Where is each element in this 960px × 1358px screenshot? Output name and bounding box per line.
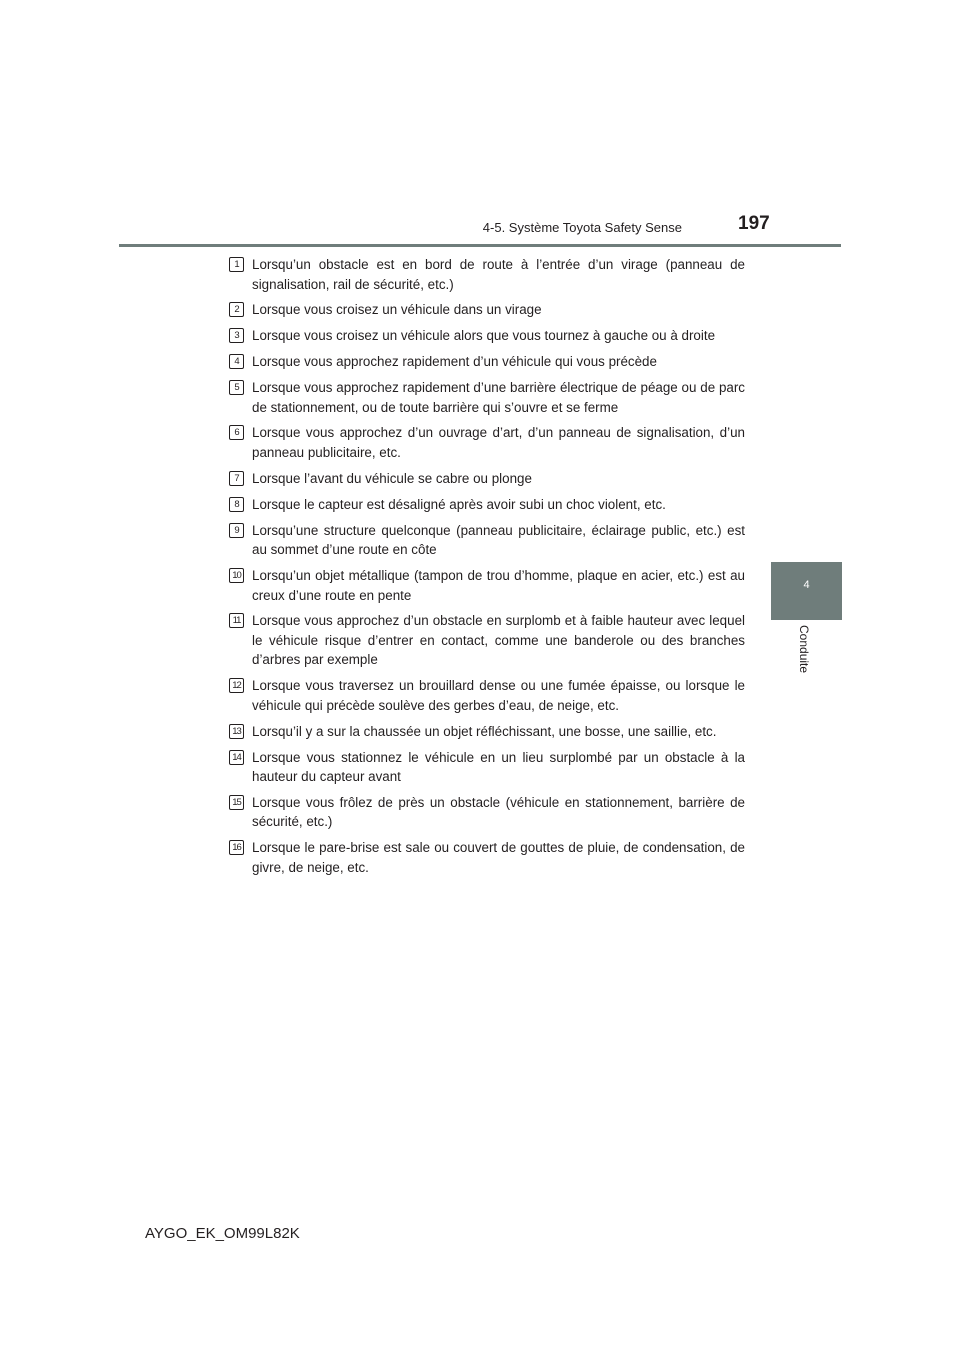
- section-title: 4-5. Système Toyota Safety Sense: [482, 220, 682, 235]
- list-item: [229, 793, 745, 832]
- list-item: [229, 300, 745, 320]
- list-item: [229, 722, 745, 742]
- item-number-badge: 15: [229, 795, 244, 810]
- item-number-badge: 8: [229, 497, 244, 512]
- list-item: [229, 326, 745, 346]
- item-text: Lorsque vous approchez d’un ouvrage d’art, d’un panneau de signalisation, d’un panneau publicitaire, etc.: [252, 425, 745, 460]
- item-text: Lorsque vous croisez un véhicule alors que vous tournez à gauche ou à droite: [252, 328, 716, 344]
- condition-list: [229, 255, 745, 884]
- item-number-badge: 7: [229, 471, 244, 486]
- item-number-badge: 16: [229, 840, 244, 855]
- item-number-badge: 1: [229, 257, 244, 272]
- document-code: AYGO_EK_OM99L82K: [145, 1225, 300, 1242]
- item-number-badge: 12: [229, 678, 244, 693]
- item-number-badge: 10: [229, 568, 244, 583]
- list-item: [229, 676, 745, 715]
- item-text: Lorsque vous approchez d’un obstacle en surplomb et à faible hauteur avec lequel le véhicule risque d’entrer en contact, comme une banderole ou des branches d’arbres par exemple: [252, 613, 745, 668]
- list-item: [229, 521, 745, 560]
- item-text: Lorsqu’une structure quelconque (panneau publicitaire, éclairage public, etc.) est au sommet d’une route en côte: [252, 522, 745, 558]
- list-item: [229, 838, 745, 877]
- item-number-badge: 5: [229, 380, 244, 395]
- list-item: [229, 566, 745, 605]
- page-number: 197: [738, 213, 770, 234]
- chapter-number: 4: [803, 579, 810, 591]
- item-text: Lorsqu’un obstacle est en bord de route à l’entrée d’un virage (panneau de signalisation, rail de sécurité, etc.): [252, 257, 745, 292]
- item-text: Lorsque l’avant du véhicule se cabre ou plonge: [252, 470, 532, 486]
- item-text: Lorsque vous approchez rapidement d’un véhicule qui vous précède: [252, 354, 657, 370]
- item-number-badge: 9: [229, 523, 244, 538]
- chapter-tab: [771, 562, 842, 620]
- list-item: [229, 748, 745, 787]
- item-text: Lorsque vous traversez un brouillard dense ou une fumée épaisse, ou lorsque le véhicule qui précède soulève des gerbes d’eau, de neige, etc.: [252, 678, 745, 713]
- item-text: Lorsqu’il y a sur la chaussée un objet réfléchissant, une bosse, une saillie, etc.: [252, 723, 717, 739]
- list-item: [229, 611, 745, 670]
- item-text: Lorsque vous frôlez de près un obstacle (véhicule en stationnement, barrière de sécurité, etc.): [252, 794, 745, 830]
- item-text: Lorsque vous croisez un véhicule dans un virage: [252, 302, 542, 318]
- item-text: Lorsque le capteur est désaligné après avoir subi un choc violent, etc.: [252, 496, 666, 512]
- item-number-badge: 11: [229, 613, 244, 628]
- chapter-label: Conduite: [797, 625, 811, 674]
- header-divider: [119, 244, 841, 247]
- item-text: Lorsque vous approchez rapidement d’une barrière électrique de péage ou de parc de stationnement, ou de toute barrière qui s’ouvre et se ferme: [252, 380, 745, 415]
- item-text: Lorsque le pare-brise est sale ou couvert de gouttes de pluie, de condensation, de givre, de neige, etc.: [252, 840, 745, 875]
- item-text: Lorsqu’un objet métallique (tampon de trou d’homme, plaque en acier, etc.) est au creux d’une route en pente: [252, 568, 745, 603]
- list-item: [229, 378, 745, 417]
- list-item: [229, 255, 745, 294]
- item-number-badge: 6: [229, 425, 244, 440]
- item-number-badge: 4: [229, 354, 244, 369]
- list-item: [229, 423, 745, 462]
- list-item: [229, 352, 745, 372]
- item-number-badge: 2: [229, 302, 244, 317]
- list-item: [229, 469, 745, 489]
- item-number-badge: 3: [229, 328, 244, 343]
- item-text: Lorsque vous stationnez le véhicule en un lieu surplombé par un obstacle à la hauteur du capteur avant: [252, 749, 745, 785]
- item-number-badge: 14: [229, 750, 244, 765]
- list-item: [229, 495, 745, 515]
- item-number-badge: 13: [229, 724, 244, 739]
